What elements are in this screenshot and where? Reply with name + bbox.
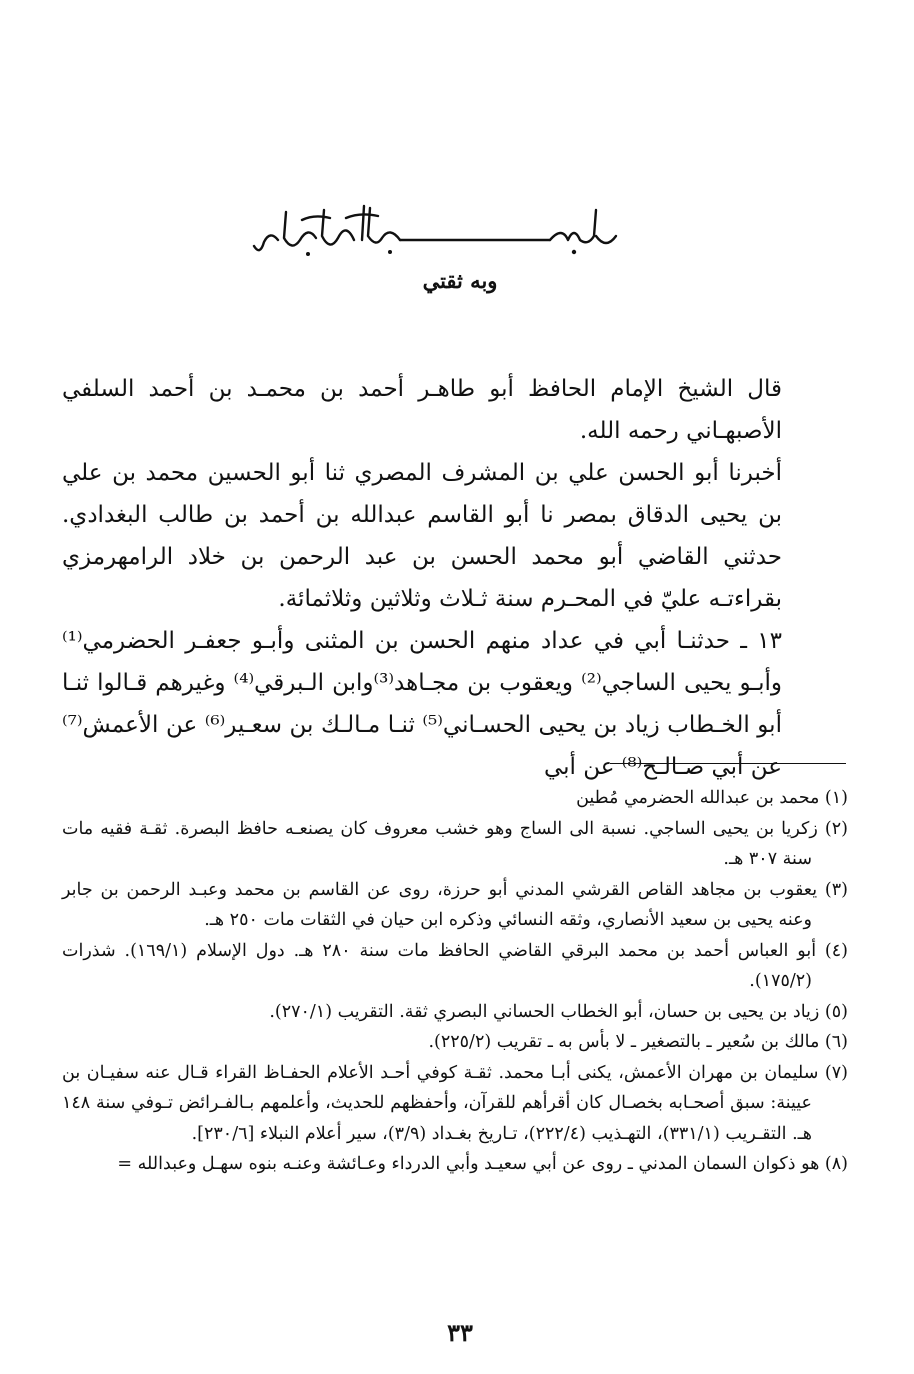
page-subtitle: وبه ثقتي bbox=[422, 268, 498, 293]
footnote-6: (٦) مالك بن سُعير ـ بالتصغير ـ لا بأس به ـ تقريب (٢٢٥/٢). bbox=[428, 1032, 848, 1052]
footnote-8: (٨) هو ذكوان السمان المدني ـ روى عن أبي سعيـد وأبي الدرداء وعـائشة وعنـه بنوه سهـل وعبدالله = bbox=[117, 1154, 848, 1174]
basmala-calligraphy-icon-svg bbox=[250, 196, 670, 266]
footnote-7: (٧) سليمان بن مهران الأعمش، يكنى أبـا محمد. ثقـة كوفي أحـد الأعلام الحفـاظ القراء قـال عنه سفيـان بن عيينة: سبق أصحـابه بخصـال كان أقرأهم للقرآن، وأحفظهم للحديث، وأعلمهم بـالفـرائض تـوفي سنة ١٤٨ هـ. التقـريب (٣٣١/١)، التهـذيب (٢٢٢/٤)، تـاريخ بغـداد (٣/٩)، سير أعلام النبلاء [٢٣٠/٦]. bbox=[62, 1062, 848, 1144]
footnote-2: (٢) زكريا بن يحيى الساجي. نسبة الى الساج وهو خشب معروف كان يصنعـه حافظ البصرة. ثقـة فقيه مات سنة ٣٠٧ هـ. bbox=[62, 818, 848, 869]
paragraph-2: أخبرنا أبو الحسن علي بن المشرف المصري ثنا أبو الحسين محمد بن علي بن يحيى الدقاق بمصر نا أبو القاسم عبدالله بن أحمد بن طالب البغدادي. حدثني القاضي أبو محمد الحسن بن عبد الرحمن بن خلاد الرامهرمزي بقراءتـه عليّ في المحـرم سنة ثـلاث وثلاثين وثلاثمائة. bbox=[62, 460, 782, 612]
footnote-1: (١) محمد بن عبدالله الحضرمي مُطين bbox=[576, 788, 848, 808]
page-number: ٣٣ bbox=[447, 1318, 473, 1347]
footnote-5: (٥) زياد بن يحيى بن حسان، أبو الخطاب الحساني البصري ثقة. التقريب (٢٧٠/١). bbox=[269, 1001, 848, 1022]
basmala-calligraphy-icon bbox=[250, 196, 670, 266]
paragraph-3: ١٣ ـ حدثنـا أبي في عداد منهم الحسن بن المثنى وأبـو جعفـر الحضرمي⁽¹⁾ وأبـو يحيى الساجي⁽²⁾ ويعقوب بن مجـاهد⁽³⁾وابن الـبرقي⁽⁴⁾ وغيرهم قـالوا ثنـا أبو الخـطاب زياد بن يحيى الحسـاني⁽⁵⁾ ثنـا مـالـك بن سعـير⁽⁶⁾ عن الأعمش⁽⁷⁾ عن أبي صـالـح⁽⁸⁾ عن أبي bbox=[62, 628, 782, 780]
main-text bbox=[62, 368, 844, 788]
footnote-3: (٣) يعقوب بن مجاهد القاص القرشي المدني أبو حرزة، روى عن القاسم بن محمد وعبـد الرحمن بن جابر وعنه يحيى بن سعيد الأنصاري، وثقه النسائي وذكره ابن حيان في الثقات مات ٢٥٠ هـ. bbox=[62, 879, 848, 930]
footnote-separator bbox=[610, 763, 846, 764]
footnote-4: (٤) أبو العباس أحمد بن محمد البرقي القاضي الحافظ مات سنة ٢٨٠ هـ. دول الإسلام (١٦٩/١). شذرات (١٧٥/٢). bbox=[62, 940, 848, 991]
footnotes bbox=[62, 783, 848, 1180]
paragraph-1: قال الشيخ الإمام الحافظ أبو طاهـر أحمد بن محمـد بن أحمد السلفي الأصبهـاني رحمه الله. bbox=[62, 376, 782, 444]
